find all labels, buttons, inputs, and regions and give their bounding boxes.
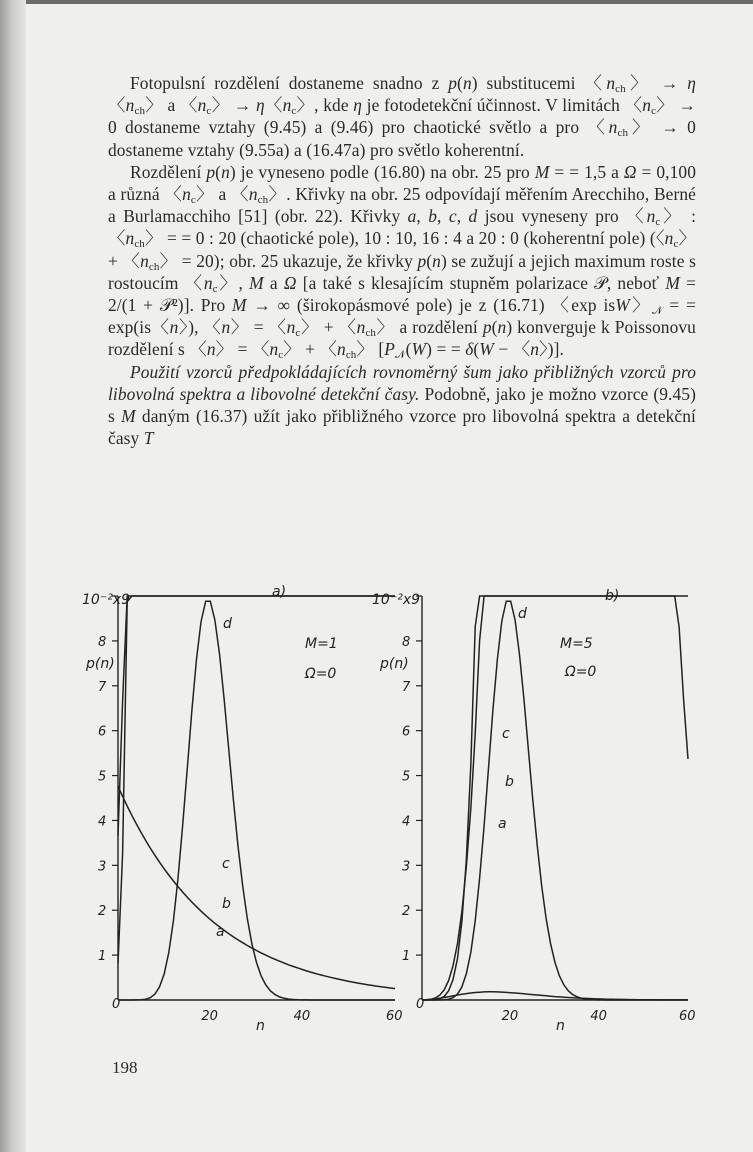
curve-a-b-label: b — [222, 896, 231, 912]
curve-b-c-label: c — [502, 726, 510, 742]
curve-a — [118, 786, 395, 988]
curve-a-c-label: c — [222, 856, 230, 872]
book-gutter-shadow — [0, 0, 26, 1152]
panel-b-param-omega: Ω=0 — [565, 664, 597, 680]
panel-a-ylabel: p(n) — [86, 656, 115, 672]
x-tick-label: 60 — [386, 1009, 403, 1024]
x-tick-label: 20 — [201, 1009, 218, 1024]
panel-b-label: b) — [605, 588, 620, 604]
figure-25 — [60, 578, 720, 1038]
y-tick-label: 8 — [98, 634, 107, 650]
x-tick-label: 40 — [293, 1009, 311, 1024]
panel-b-xlabel: n — [556, 1018, 565, 1034]
curve-c — [422, 596, 688, 1000]
y-tick-label: 5 — [402, 769, 411, 785]
page-top-edge — [0, 0, 753, 4]
paragraph-2: Rozdělení p(n) je vyneseno podle (16.80) na obr. 25 pro M = = 1,5 a Ω = 0,100 a různá 〈$n_c$〉 a 〈$n_{ch}$〉. Křivky na obr. 25 odpovídají měřením Arecchiho, Berné a Burlamacchiho [51] (obr. 22). Křivky a, b, c, d jsou vyneseny pro 〈$n_c$〉 : 〈$n_{ch}$〉 = = 0 : 20 (chaotické pole), 10 : 10, 16 : 4 a 20 : 0 (koherentní pole) (〈$n_c$〉 + 〈$n_{ch}$〉 = 20); obr. 25 ukazuje, že křivky p(n) se zužují a jejich maximum roste s rostoucím 〈$n_c$〉, M a Ω [a také s klesajícím stupněm polarizace 𝒫, neboť M = 2/(1 + 𝒫²)]. Pro M → ∞ (širokopásmové pole) je z (16.71) 〈exp isW〉$_𝒩$ = = exp(is〈n〉), 〈n〉 = 〈$n_c$〉 + 〈$n_{ch}$〉 a rozdělení p(n) konverguje k Poissonovu rozdělení s 〈n〉 = 〈$n_c$〉 + 〈$n_{ch}$〉 [$P_𝒩(W)$ = = δ(W − 〈n〉)]. — [108, 161, 696, 362]
panel-a-param-m: M=1 — [305, 636, 338, 652]
y-tick-label: 5 — [98, 769, 107, 785]
page-number: 198 — [112, 1058, 138, 1077]
y-tick-label: 3 — [402, 859, 411, 875]
y-tick-label: 7 — [98, 679, 107, 695]
y-tick-label: 2 — [98, 904, 107, 920]
panel-a-label: a) — [272, 584, 287, 600]
y-tick-label: 4 — [402, 814, 411, 830]
curve-a-a-label: a — [216, 924, 225, 940]
x-tick-label: 60 — [679, 1009, 696, 1024]
curve-d — [422, 601, 688, 1000]
panel-a — [82, 584, 403, 1034]
y-tick-label: 1 — [98, 949, 107, 965]
panel-a-scale: 10⁻²x9 — [82, 592, 131, 608]
y-tick-label: 8 — [402, 634, 411, 650]
panel-b-param-m: M=5 — [560, 636, 593, 652]
panel-b-ylabel: p(n) — [380, 656, 409, 672]
panel-b-scale: 10⁻²x9 — [372, 592, 421, 608]
paragraph-3: Použití vzorců předpokládajících rovnoměrný šum jako přibližných vzorců pro libovolná spektra a libovolné detekční časy. Podobně, jako je možno vzorce (9.45) s M daným (16.37) užít jako přibližného vzorce pro libovolná spektra a detekční časy T — [108, 361, 696, 449]
curve-b-a-label: a — [498, 816, 507, 832]
y-tick-label: 6 — [402, 724, 411, 740]
curve-b-d-label: d — [518, 606, 527, 622]
curve-d — [118, 601, 395, 1000]
y-tick-label: 6 — [98, 724, 107, 740]
curve-b — [422, 596, 688, 1000]
y-tick-label: 4 — [98, 814, 107, 830]
y-tick-label: 1 — [402, 949, 411, 965]
y-tick-label: 3 — [98, 859, 107, 875]
curve-a-d-label: d — [223, 616, 232, 632]
paragraph-1: Fotopulsní rozdělení dostaneme snadno z p(n) substitucemi 〈$n_{ch}$〉 → η〈$n_{ch}$〉 a 〈$n_c$〉 → η〈$n_c$〉, kde η je fotodetekční účinnost. V limitách 〈$n_c$〉 → 0 dostaneme vztahy (9.45) a (9.46) pro chaotické světlo a pro 〈$n_{ch}$〉 → 0 dostaneme vztahy (9.55a) a (16.47a) pro světlo koherentní. — [108, 73, 697, 160]
curve-c — [118, 596, 395, 963]
curve-a — [422, 992, 688, 1000]
body-text — [108, 72, 696, 449]
panel-a-xlabel: n — [256, 1018, 265, 1034]
x-tick-label: 20 — [501, 1009, 519, 1024]
panel-b — [372, 588, 696, 1034]
x-tick-label: 40 — [590, 1009, 607, 1024]
curve-b — [118, 596, 395, 836]
panel-b-origin: 0 — [416, 997, 425, 1012]
figure-svg — [60, 578, 720, 1038]
panel-a-param-omega: Ω=0 — [305, 666, 337, 682]
y-tick-label: 7 — [402, 679, 411, 695]
curve-b-b-label: b — [505, 774, 514, 790]
panel-a-origin: 0 — [112, 997, 121, 1012]
y-tick-label: 2 — [402, 904, 411, 920]
